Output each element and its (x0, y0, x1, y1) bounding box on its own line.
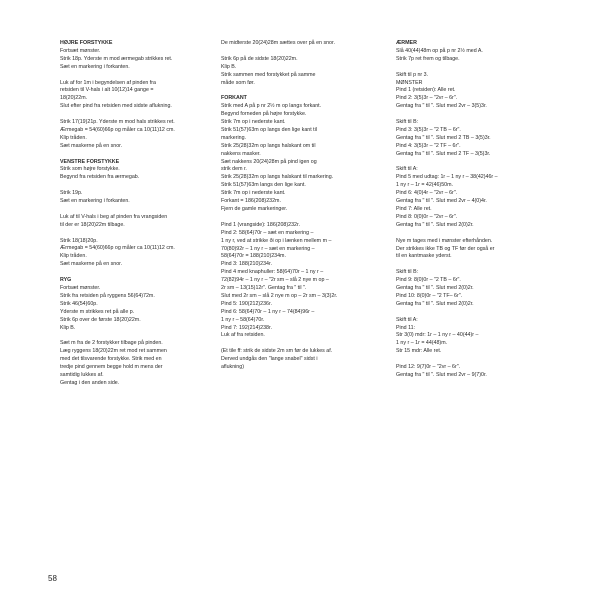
text-line: Gentag fra " til ". Slut med 2 TF – 3(5)3r. (396, 150, 491, 157)
section-heading: RYG (60, 277, 72, 284)
text-line: 1 ny r, ved at strikke ði op i lænken mellem m – (221, 237, 332, 244)
text-line: Pind 1 (vrangside): 186(208)232r. (221, 221, 300, 228)
text-line: Pind 6: 4(0)4r – "2vr – 6r". (396, 190, 458, 197)
text-line: Pind 4 med knaphuller: 58(64)70r – 1 ny r – (221, 269, 324, 276)
paragraph (60, 340, 210, 387)
paragraph (396, 317, 561, 357)
text-line: strik dem r. (221, 166, 247, 173)
column-right (396, 40, 561, 388)
text-line: (Et tile ff: strik de sidste 2m sm før de lukkes af. (221, 348, 333, 355)
paragraph (60, 119, 210, 151)
text-line: Strik 6p på de sidste 18(20)22m. (221, 55, 298, 62)
text-line: samtidig lukkes af. (60, 371, 104, 378)
text-line: Strik 19p. (60, 190, 83, 197)
text-line: Pind 3: 188(210)234r. (221, 261, 272, 268)
text-line: Der strikkes ikke TB og TF før der også er (396, 245, 495, 252)
text-line: Strik 25(28)32m op langs halskant om til (221, 142, 316, 149)
text-section (60, 40, 210, 151)
text-line: Strik 7p ret frem og tilbage. (396, 55, 460, 62)
text-section (396, 40, 561, 380)
text-line: Gentag i den anden side. (60, 379, 120, 386)
text-line: Læg ryggens 18(20)22m ret mod ret sammen (60, 348, 167, 355)
text-line: Pind 11: (396, 324, 416, 331)
text-line: 1 ny r – 1r = 42(46)50m. (396, 182, 453, 189)
text-line: 72(82)94r – 1 ny r – "2r sm – slå 2 nye m op – (221, 277, 329, 284)
paragraph (60, 166, 210, 182)
text-line: nakkens masker. (221, 150, 261, 157)
text-line: Luk af fra retsiden. (221, 332, 265, 339)
text-line: Strik 46(54)60p. (60, 300, 98, 307)
paragraph (60, 214, 210, 230)
text-line: Pind 3: 3(5)3r – "2 TB – 6r". (396, 126, 461, 133)
text-line: Strik sammen med forstykket på samme (221, 71, 316, 78)
paragraph (221, 40, 386, 48)
paragraph (396, 364, 561, 380)
text-line: Strik med A på p nr 2½ m op langs forkant. (221, 103, 322, 110)
text-section (221, 95, 386, 372)
text-line: Derved undgås den "lange snabel" sidst i (221, 356, 318, 363)
text-line: 2r sm – 13(15)12r". Gentag fra " til ". (221, 285, 307, 292)
text-section (221, 40, 386, 87)
text-line: Forkant = 186(208)232m. (221, 198, 281, 205)
text-line: Pind 10: 8(0)0r – "2 TF– 6r". (396, 292, 463, 299)
text-line: tredje pind gennem begge hold m mens der (60, 364, 163, 371)
text-line: Gentag fra " til ". Slut med 2 TB – 3(5)3r. (396, 134, 491, 141)
text-line: Fortsæt mønster. (60, 47, 101, 54)
text-line: Pind 2: 3(5)3r – "2vr – 6r". (396, 95, 458, 102)
text-line: Strik 18p. Yderste m mod ærmegab strikkes ret. (60, 55, 173, 62)
paragraph (60, 48, 210, 72)
paragraph (60, 285, 210, 332)
text-line: Slut efter pind fra retsiden med sidste aflukning. (60, 103, 172, 110)
text-line: Sæt maskerne på en snor. (60, 261, 123, 268)
text-line: Pind 2: 58(64)70r – sæt en markering – (221, 229, 314, 236)
paragraph (396, 238, 561, 262)
section-heading: FORKANT (221, 95, 247, 102)
text-line: til der er 18(20)22m tilbage. (60, 221, 125, 228)
text-line: Begynd fra retsiden fra ærmegab. (60, 174, 140, 181)
paragraph (396, 119, 561, 159)
text-line: Luk af for 1m i begyndelsen af pinden fra (60, 79, 156, 86)
text-line: Pind 5 med udtag: 1r – 1 ny r – 38(42)46r – (396, 174, 498, 181)
text-line: aflukning) (221, 364, 244, 371)
text-line: Strik 6p over de første 18(20)22m. (60, 316, 141, 323)
paragraph (396, 166, 561, 229)
text-section (60, 277, 210, 388)
text-line: Luk af til V-hals i beg af pinden fra vrangsiden (60, 213, 168, 220)
text-line: 58(64)70r = 188(210)234m. (221, 253, 286, 260)
text-line: Sæt nakkens 20(24)28m på pind igen og (221, 158, 317, 165)
text-line: Str 3(0) mdr: 1r – 1 ny r – 40(44)r – (396, 332, 479, 339)
text-line: Fjern de gamle markeringer. (221, 206, 288, 212)
text-line: Pind 8: 0(0)0r – "2vr – 6r". (396, 213, 458, 220)
column-middle (221, 40, 386, 380)
paragraph (221, 103, 386, 214)
page-number: 58 (48, 574, 57, 583)
text-line: retsiden til V-hals i alt 10(12)14 gange = (60, 87, 154, 94)
text-line: Begynd forneden på højre forstykke. (221, 111, 307, 118)
text-line: Pind 7: 192(214)238r. (221, 324, 272, 331)
text-line: Ærmegab = 54(60)66p og måler ca 10(11)12 cm. (60, 245, 175, 252)
paragraph (221, 348, 386, 372)
column-left (60, 40, 210, 396)
text-line: Pind 4: 3(5)3r – "2 TF – 6r". (396, 142, 461, 149)
text-line: Sæt en markering i forkanten. (60, 198, 130, 205)
text-line: Sæt en markering i forkanten. (60, 63, 130, 70)
text-line: med det tilsvarende forstykke. Strik med en (60, 356, 162, 363)
text-line: 1 ny r – 1r = 44(48)m. (396, 340, 448, 347)
text-line: Strik 7m op i nederste kant. (221, 190, 286, 197)
text-line: 70(80)92r – 1 ny r – sæt en markering – (221, 245, 315, 252)
text-line: måde som før. (221, 79, 255, 86)
text-line: Strik 7m op i nederste kant. (221, 119, 286, 126)
text-line: Str 15 mdr: Alle ret. (396, 348, 442, 355)
text-line: Gentag fra " til ". Slut med 2vr – 3(5)3r. (396, 103, 487, 110)
text-line: Pind 7: Alle ret. (396, 205, 432, 212)
text-line: Klip B. (221, 63, 237, 70)
text-line: Gentag fra " til ". Slut med 2vr – 9(7)0r. (396, 371, 487, 378)
text-line: Nye m tages med i mønster efterhånden. (396, 237, 493, 244)
paragraph (221, 222, 386, 341)
text-line: Strik som højre forstykke. (60, 166, 120, 173)
section-heading: VENSTRE FORSTYKKE (60, 158, 120, 165)
text-line: Strik 18(18)20p. (60, 237, 98, 244)
text-line: Slå 40(44)48m op på p nr 2½ med A. (396, 47, 483, 54)
text-line: Skift til A: (396, 316, 418, 323)
text-line: markering. (221, 134, 247, 141)
text-line: Gentag fra " til ". Slut med 2(0)2r. (396, 300, 474, 307)
paragraph (60, 238, 210, 270)
text-section (60, 159, 210, 270)
text-line: Klip tråden. (60, 253, 87, 260)
text-line: Strik 51(57)63m op langs den lige kant til (221, 126, 317, 133)
text-line: 18(20)22m. (60, 95, 88, 102)
text-line: Gentag fra " til ". Slut med 2(0)2r. (396, 285, 474, 292)
text-line: til en kantmaske yderst. (396, 253, 452, 260)
paragraph (60, 190, 210, 206)
text-line: Klip tråden. (60, 134, 87, 141)
text-line: Klip B. (60, 324, 76, 331)
text-line: Ærmegab = 54(60)66p og måler ca 10(11)12 cm. (60, 126, 175, 133)
text-line: Sæt m fra de 2 forstykker tilbage på pinden. (60, 340, 163, 347)
text-line: De midterste 20(24)28m sættes over på en snor. (221, 40, 335, 46)
paragraph (396, 48, 561, 64)
text-line: Skift til B: (396, 119, 419, 126)
section-heading: ÆRMER (396, 40, 417, 46)
text-line: MØNSTER (396, 79, 423, 86)
text-line: Pind 9: 8(0)0r – "2 TB – 6r". (396, 277, 461, 284)
paragraph (221, 56, 386, 88)
text-line: Strik 17(19)21p. Yderste m mod hals strikkes ret. (60, 119, 175, 126)
text-line: Pind 5: 190(212)236r. (221, 300, 272, 307)
text-line: Pind 1 (retsiden): Alle ret. (396, 87, 456, 94)
text-line: Skift til A: (396, 166, 418, 173)
paragraph (396, 269, 561, 309)
paragraph (60, 80, 210, 112)
text-line: Skift til B: (396, 269, 419, 276)
text-line: Sæt maskerne på en snor. (60, 142, 123, 149)
text-line: Skift til p nr 3. (396, 71, 429, 78)
text-line: Strik 25(28)32m op langs halskant til markering. (221, 174, 334, 181)
text-line: Gentag fra " til ". Slut med 2(0)2r. (396, 221, 474, 228)
text-line: Fortsæt mønster. (60, 284, 101, 291)
text-line: Gentag fra " til ". Slut med 2vr – 4(0)4r. (396, 198, 487, 205)
section-heading: HØJRE FORSTYKKE (60, 40, 113, 46)
text-line: Yderste m strikkes ret på alle p. (60, 308, 135, 315)
paragraph (396, 72, 561, 112)
text-line: Strik 51(57)63m langs den lige kant. (221, 182, 306, 189)
text-line: Pind 6: 58(64)70r – 1 ny r – 74(84)96r – (221, 308, 315, 315)
text-line: Strik fra retsiden på ryggens 56(64)72m. (60, 292, 155, 299)
text-line: Pind 12: 9(7)0r – "2vr – 6r". (396, 364, 461, 371)
text-line: Slut med 2r sm – slå 2 nye m op – 2r sm – 3(3)2r. (221, 292, 338, 299)
text-line: 1 ny r – 58(64)70r. (221, 316, 265, 323)
